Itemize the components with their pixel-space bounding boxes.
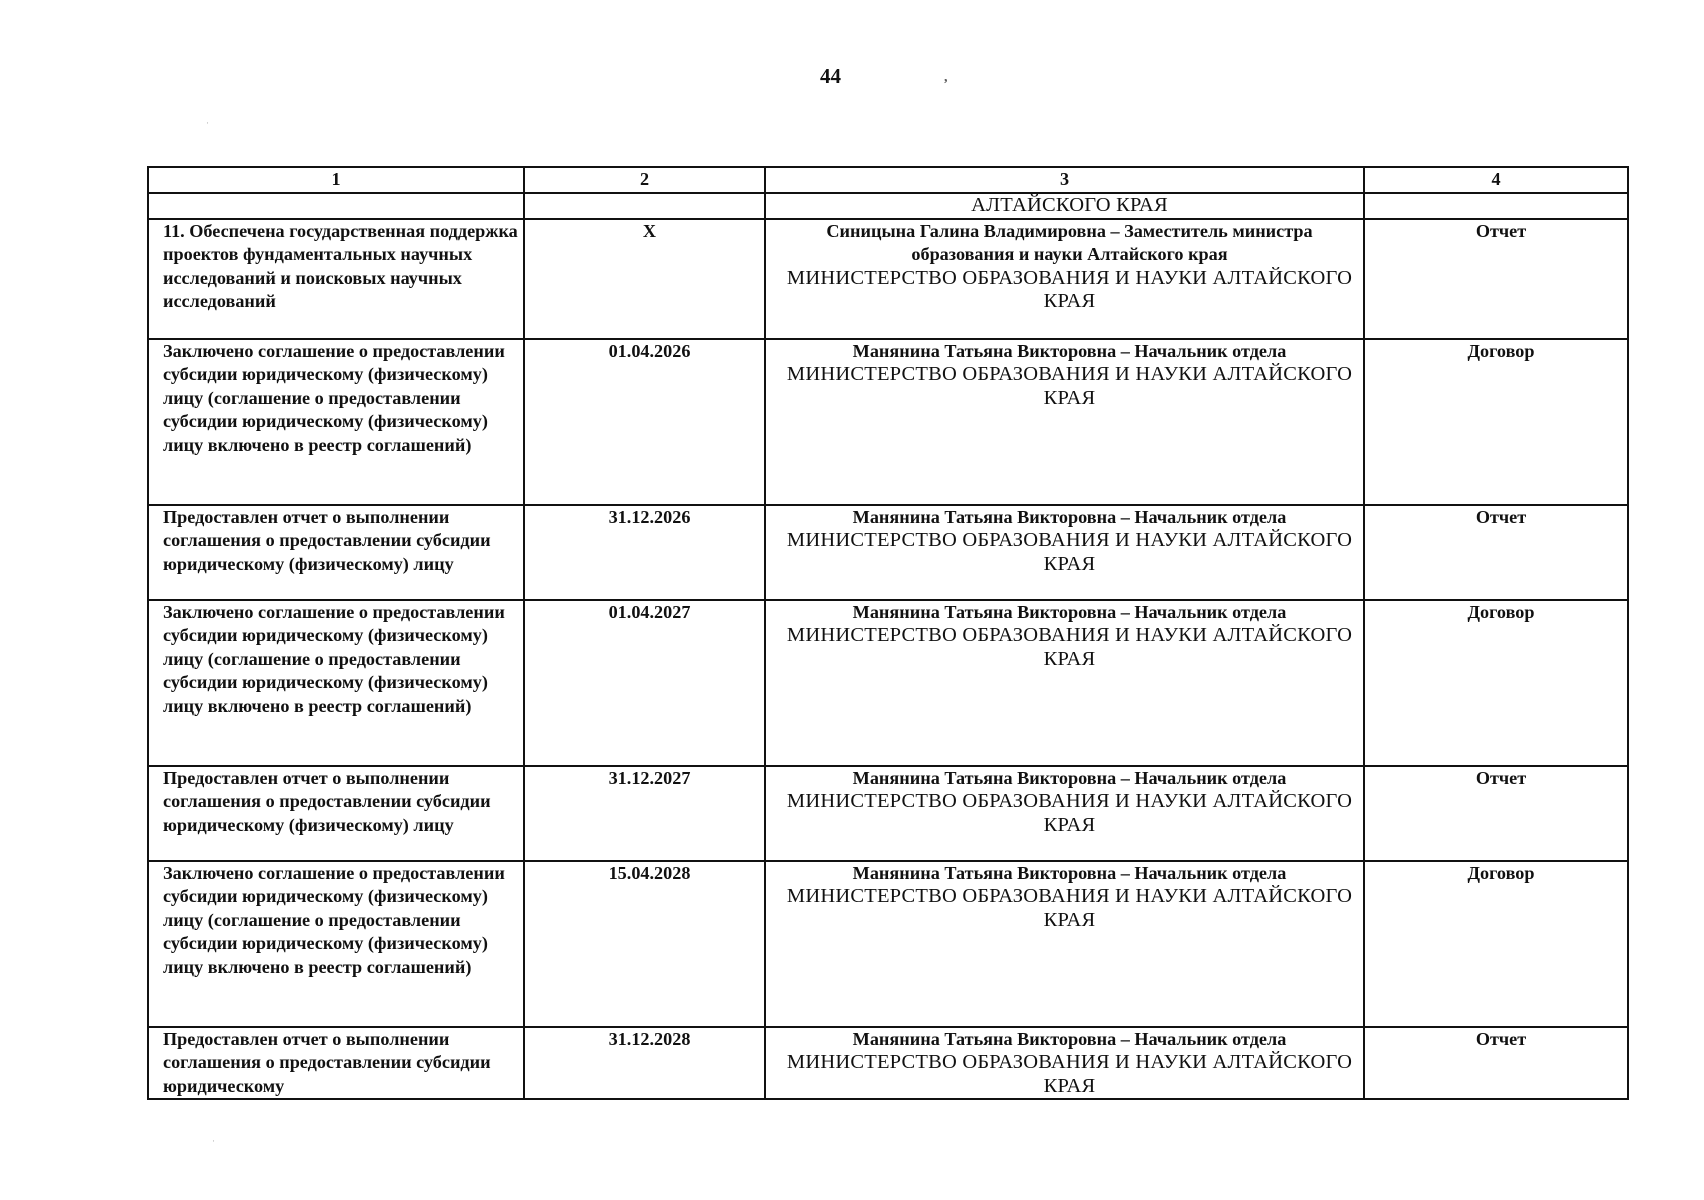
column-number-3: 3	[765, 167, 1364, 193]
cell-responsible	[765, 600, 1364, 766]
cell-responsible	[765, 193, 1364, 219]
table-row	[148, 600, 1628, 766]
cell-date: 31.12.2027	[524, 766, 765, 861]
table-row	[148, 219, 1628, 339]
responsible-org: АЛТАЙСКОГО КРАЯ	[971, 194, 1168, 216]
responsible-org: МИНИСТЕРСТВО ОБРАЗОВАНИЯ И НАУКИ АЛТАЙСКОГО КРАЯ	[786, 624, 1353, 670]
responsible-person: Синицына Галина Владимировна – Заместитель министра образования и науки Алтайского края	[826, 221, 1313, 265]
responsible-person: Манянина Татьяна Викторовна – Начальник отдела	[852, 341, 1287, 361]
responsible-person: Манянина Татьяна Викторовна – Начальник отдела	[852, 863, 1287, 883]
cell-event	[148, 193, 524, 219]
cell-date: X	[524, 219, 765, 339]
activities-table	[147, 166, 1629, 1100]
cell-document	[1364, 193, 1628, 219]
table-row	[148, 339, 1628, 505]
cell-date: 31.12.2026	[524, 505, 765, 600]
cell-event: Заключено соглашение о предоставлении субсидии юридическому (физическому) лицу (соглашение о предоставлении субсидии юридическому (физическому) лицу включено в реестр соглашений)	[148, 861, 524, 1027]
cell-document: Отчет	[1364, 219, 1628, 339]
cell-event: Предоставлен отчет о выполнении соглашения о предоставлении субсидии юридическому	[148, 1027, 524, 1099]
cell-date: 01.04.2027	[524, 600, 765, 766]
cell-document: Отчет	[1364, 1027, 1628, 1099]
column-number-row	[148, 167, 1628, 193]
cell-responsible	[765, 219, 1364, 339]
page-number: 44	[820, 64, 841, 88]
cell-responsible	[765, 1027, 1364, 1099]
responsible-org: МИНИСТЕРСТВО ОБРАЗОВАНИЯ И НАУКИ АЛТАЙСКОГО КРАЯ	[786, 790, 1353, 836]
cell-event: Заключено соглашение о предоставлении субсидии юридическому (физическому) лицу (соглашение о предоставлении субсидии юридическому (физическому) лицу включено в реестр соглашений)	[148, 339, 524, 505]
cell-responsible	[765, 766, 1364, 861]
cell-responsible	[765, 339, 1364, 505]
table-row	[148, 505, 1628, 600]
scan-dot: ·	[212, 1136, 215, 1146]
column-number-4: 4	[1364, 167, 1628, 193]
cell-date: 01.04.2026	[524, 339, 765, 505]
column-number-2: 2	[524, 167, 765, 193]
table-row	[148, 861, 1628, 1027]
responsible-org: МИНИСТЕРСТВО ОБРАЗОВАНИЯ И НАУКИ АЛТАЙСКОГО КРАЯ	[786, 885, 1353, 931]
cell-date: 15.04.2028	[524, 861, 765, 1027]
cell-document: Отчет	[1364, 505, 1628, 600]
cell-event: Предоставлен отчет о выполнении соглашения о предоставлении субсидии юридическому (физическому) лицу	[148, 505, 524, 600]
cell-event: Предоставлен отчет о выполнении соглашения о предоставлении субсидии юридическому (физическому) лицу	[148, 766, 524, 861]
scan-dot: ·	[206, 118, 209, 128]
cell-date: 31.12.2028	[524, 1027, 765, 1099]
cell-document: Договор	[1364, 600, 1628, 766]
cell-document: Договор	[1364, 861, 1628, 1027]
cell-responsible	[765, 861, 1364, 1027]
scan-speck: ,	[944, 70, 948, 85]
continuation-row	[148, 193, 1628, 219]
responsible-org: МИНИСТЕРСТВО ОБРАЗОВАНИЯ И НАУКИ АЛТАЙСКОГО КРАЯ	[786, 266, 1353, 313]
table-row	[148, 1027, 1628, 1099]
cell-responsible	[765, 505, 1364, 600]
responsible-person: Манянина Татьяна Викторовна – Начальник отдела	[852, 507, 1287, 527]
cell-event: 11. Обеспечена государственная поддержка проектов фундаментальных научных исследований и поисковых научных исследований	[148, 219, 524, 339]
cell-date	[524, 193, 765, 219]
responsible-org: МИНИСТЕРСТВО ОБРАЗОВАНИЯ И НАУКИ АЛТАЙСКОГО КРАЯ	[786, 363, 1353, 409]
cell-document: Отчет	[1364, 766, 1628, 861]
cell-event: Заключено соглашение о предоставлении субсидии юридическому (физическому) лицу (соглашение о предоставлении субсидии юридическому (физическому) лицу включено в реестр соглашений)	[148, 600, 524, 766]
responsible-person: Манянина Татьяна Викторовна – Начальник отдела	[852, 1029, 1287, 1049]
responsible-org: МИНИСТЕРСТВО ОБРАЗОВАНИЯ И НАУКИ АЛТАЙСКОГО КРАЯ	[786, 529, 1353, 575]
responsible-org: МИНИСТЕРСТВО ОБРАЗОВАНИЯ И НАУКИ АЛТАЙСКОГО КРАЯ	[786, 1051, 1353, 1097]
responsible-person: Манянина Татьяна Викторовна – Начальник отдела	[852, 602, 1287, 622]
column-number-1: 1	[148, 167, 524, 193]
table-row	[148, 766, 1628, 861]
cell-document: Договор	[1364, 339, 1628, 505]
responsible-person: Манянина Татьяна Викторовна – Начальник отдела	[852, 768, 1287, 788]
